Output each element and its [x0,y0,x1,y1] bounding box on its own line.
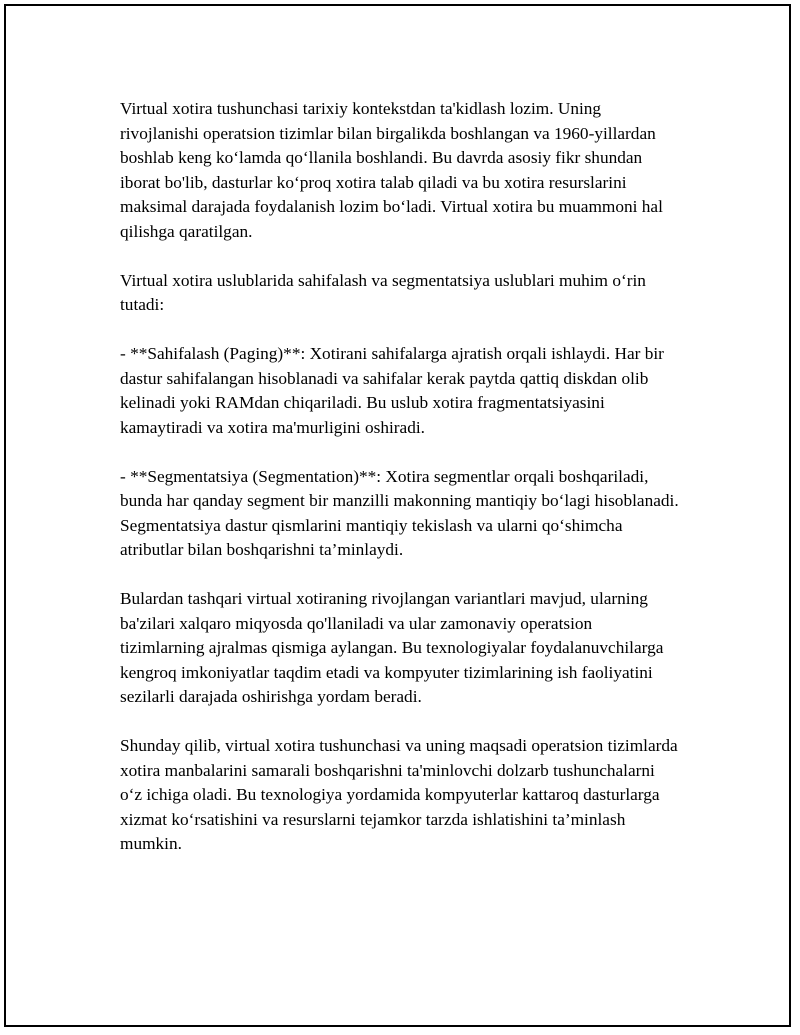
paragraph-conclusion: Shunday qilib, virtual xotira tushunchasi va uning maqsadi operatsion tizimlarda xotira manbalarini samarali boshqarishni ta'minlovchi dolzarb tushunchalarni o‘z ichiga oladi. Bu texnologiya yordamida kompyuterlar kattaroq dasturlarga xizmat ko‘rsatishini va resurslarni tejamkor tarzda ishlatishini ta’minlash mumkin. [120,736,678,853]
paragraph-history: Virtual xotira tushunchasi tarixiy kontekstdan ta'kidlash lozim. Uning rivojlanishi operatsion tizimlar bilan birgalikda boshlangan va 1960-yillardan boshlab keng ko‘lamda qo‘llanila boshlandi. Bu davrda asosiy fikr shundan iborat bo'lib, dasturlar ko‘proq xotira talab qiladi va bu xotira resurslarini maksimal darajada foydalanish lozim bo‘ladi. Virtual xotira bu muammoni hal qilishga qaratilgan. [120,99,663,241]
page-border [4,4,791,1027]
paragraph-advanced-variants: Bulardan tashqari virtual xotiraning rivojlangan variantlari mavjud, ularning ba'zilari xalqaro miqyosda qo'llaniladi va ular zamonaviy operatsion tizimlarning ajralmas qismiga aylangan. Bu texnologiyalar foydalanuvchilarga kengroq imkoniyatlar taqdim etadi va kompyuter tizimlarining ish faoliyatini sezilarli darajada oshirishga yordam beradi. [120,589,664,706]
paragraph-methods-intro: Virtual xotira uslublarida sahifalash va segmentatsiya uslublari muhim o‘rin tutadi: [120,270,646,314]
paragraph-segmentation: - **Segmentatsiya (Segmentation)**: Xotira segmentlar orqali boshqariladi, bunda har qanday segment bir manzilli makonning mantiqiy bo‘lagi hisoblanadi. Segmentatsiya dastur qismlarini mantiqiy tekislash va ularni qo‘shimcha atributlar bilan boshqarishni ta’minlaydi. [120,466,679,559]
paragraph-paging: - **Sahifalash (Paging)**: Xotirani sahifalarga ajratish orqali ishlaydi. Har bir dastur sahifalangan hisoblanadi va sahifalar kerak paytda qattiq diskdan olib kelinadi yoki RAMdan chiqariladi. Bu uslub xotira fragmentatsiyasini kamaytiradi va xotira ma'murligini oshiradi. [120,344,664,437]
document-body [120,97,680,857]
